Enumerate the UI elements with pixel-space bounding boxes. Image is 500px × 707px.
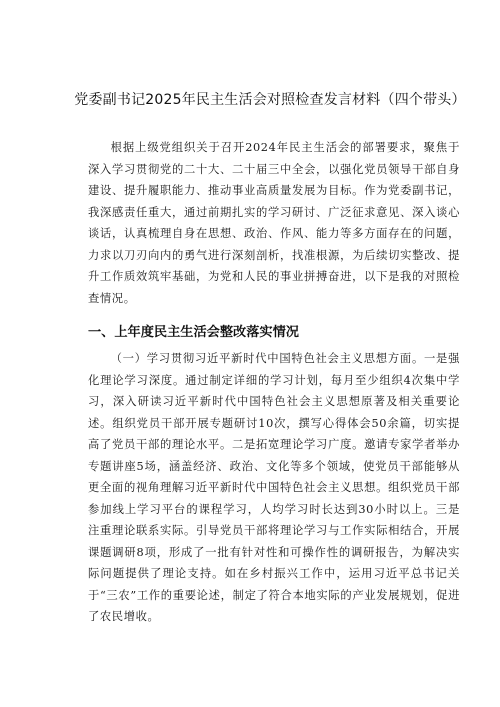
document-title: 党委副书记2025年民主生活会对照检查发言材料（四个带头） <box>74 92 466 108</box>
intro-paragraph: 根据上级党组织关于召开2024年民主生活会的部署要求，聚焦于深入学习贯彻党的二十大、二十届三中全会，以强化党员领导干部自身建设、提升履职能力、推动事业高质量发展为目标。作为党委副书记，我深感责任重大，通过前期扎实的学习研讨、广泛征求意见、深入谈心谈话，认真梳理自身在思想、政治、作风、能力等多方面存在的问题，力求以刀刃向内的勇气进行深刻剖析，找准根源，为后续切实整改、提升工作质效筑牢基础，为党和人民的事业拼搏奋进，以下是我的对照检查情况。 <box>88 141 460 305</box>
section-heading-1: 一、上年度民主生活会整改落实情况 <box>88 325 299 340</box>
section-1-paragraph: （一）学习贯彻习近平新时代中国特色社会主义思想方面。一是强化理论学习深度。通过制定详细的学习计划，每月至少组织4次集中学习，深入研读习近平新时代中国特色社会主义思想原著及相关重要论述。组织党员干部开展专题研讨10次，撰写心得体会50余篇，切实提高了党员干部的理论水平。二是拓宽理论学习广度。邀请专家学者举办专题讲座5场，涵盖经济、政治、文化等多个领域，使党员干部能够从更全面的视角理解习近平新时代中国特色社会主义思想。组织党员干部参加线上学习平台的课程学习，人均学习时长达到30小时以上。三是注重理论联系实际。引导党员干部将理论学习与工作实际相结合，开展课题调研8项，形成了一批有针对性和可操作性的调研报告，为解决实际问题提供了理论支持。如在乡村振兴工作中，运用习近平总书记关于“三农”工作的重要论述，制定了符合本地实际的产业发展规划，促进了农民增收。 <box>88 352 460 623</box>
